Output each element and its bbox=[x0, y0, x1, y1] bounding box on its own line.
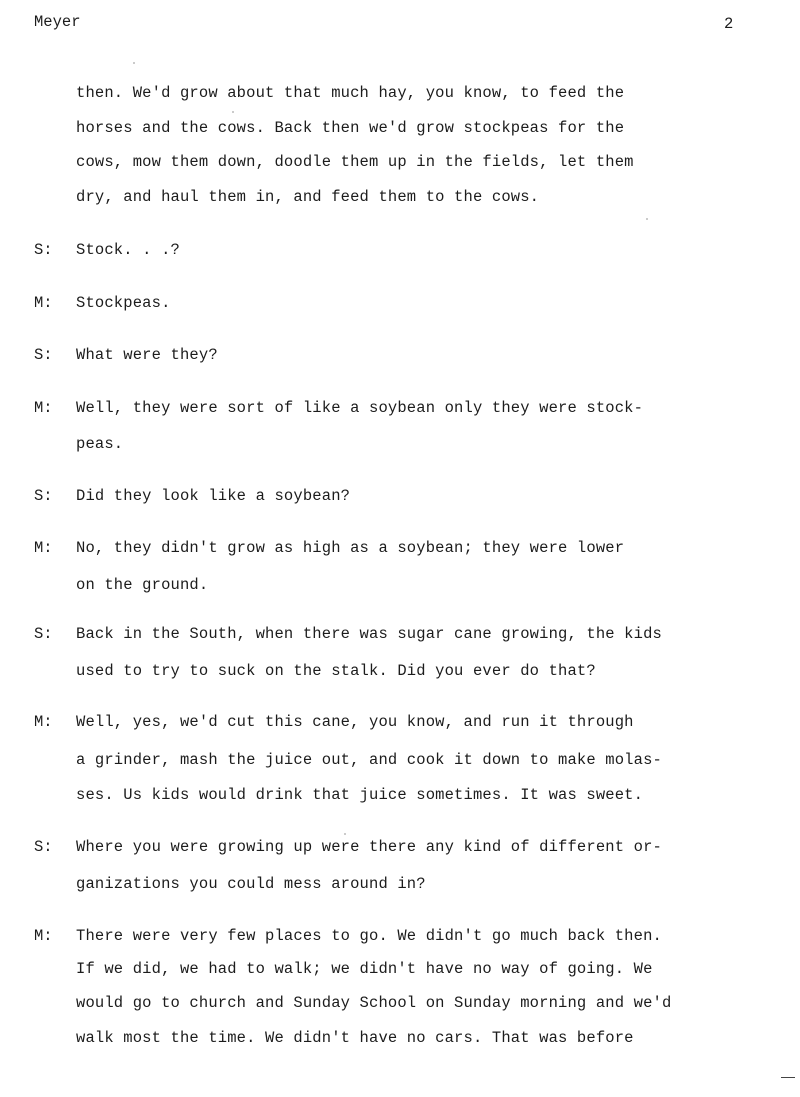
speaker-label: M: bbox=[34, 713, 53, 731]
transcript-line: peas. bbox=[76, 435, 124, 453]
transcript-line: Did they look like a soybean? bbox=[76, 487, 351, 505]
scan-speck bbox=[133, 62, 135, 64]
speaker-label: S: bbox=[34, 487, 53, 505]
scan-speck bbox=[646, 218, 648, 220]
transcript-line: then. We'd grow about that much hay, you know, to feed the bbox=[76, 84, 625, 102]
page-number: 2 bbox=[724, 15, 734, 33]
speaker-label: M: bbox=[34, 294, 53, 312]
transcript-line: Back in the South, when there was sugar cane growing, the kids bbox=[76, 625, 662, 643]
scan-speck bbox=[232, 111, 234, 113]
scan-edge-mark bbox=[781, 1077, 795, 1078]
transcript-line: cows, mow them down, doodle them up in the fields, let them bbox=[76, 153, 634, 171]
transcript-line: Well, they were sort of like a soybean only they were stock- bbox=[76, 399, 644, 417]
speaker-label: M: bbox=[34, 399, 53, 417]
speaker-label: M: bbox=[34, 539, 53, 557]
transcript-line: would go to church and Sunday School on Sunday morning and we'd bbox=[76, 994, 672, 1012]
transcript-line: There were very few places to go. We didn't go much back then. bbox=[76, 927, 662, 945]
transcript-line: Stock. . .? bbox=[76, 241, 180, 259]
transcript-line: Stockpeas. bbox=[76, 294, 171, 312]
transcript-line: What were they? bbox=[76, 346, 218, 364]
speaker-label: S: bbox=[34, 241, 53, 259]
speaker-label: S: bbox=[34, 346, 53, 364]
speaker-label: S: bbox=[34, 838, 53, 856]
transcript-line: ganizations you could mess around in? bbox=[76, 875, 426, 893]
transcript-line: Where you were growing up were there any kind of different or- bbox=[76, 838, 662, 856]
page-header-name: Meyer bbox=[34, 13, 81, 31]
transcript-line: ses. Us kids would drink that juice sometimes. It was sweet. bbox=[76, 786, 644, 804]
transcript-line: dry, and haul them in, and feed them to the cows. bbox=[76, 188, 540, 206]
transcript-line: walk most the time. We didn't have no cars. That was before bbox=[76, 1029, 634, 1047]
transcript-line: a grinder, mash the juice out, and cook it down to make molas- bbox=[76, 751, 662, 769]
speaker-label: S: bbox=[34, 625, 53, 643]
speaker-label: M: bbox=[34, 927, 53, 945]
transcript-line: Well, yes, we'd cut this cane, you know, and run it through bbox=[76, 713, 634, 731]
transcript-line: on the ground. bbox=[76, 576, 209, 594]
transcript-line: No, they didn't grow as high as a soybean; they were lower bbox=[76, 539, 625, 557]
transcript-line: used to try to suck on the stalk. Did you ever do that? bbox=[76, 662, 596, 680]
transcript-line: If we did, we had to walk; we didn't have no way of going. We bbox=[76, 960, 653, 978]
transcript-line: horses and the cows. Back then we'd grow stockpeas for the bbox=[76, 119, 625, 137]
scan-speck bbox=[344, 833, 346, 835]
